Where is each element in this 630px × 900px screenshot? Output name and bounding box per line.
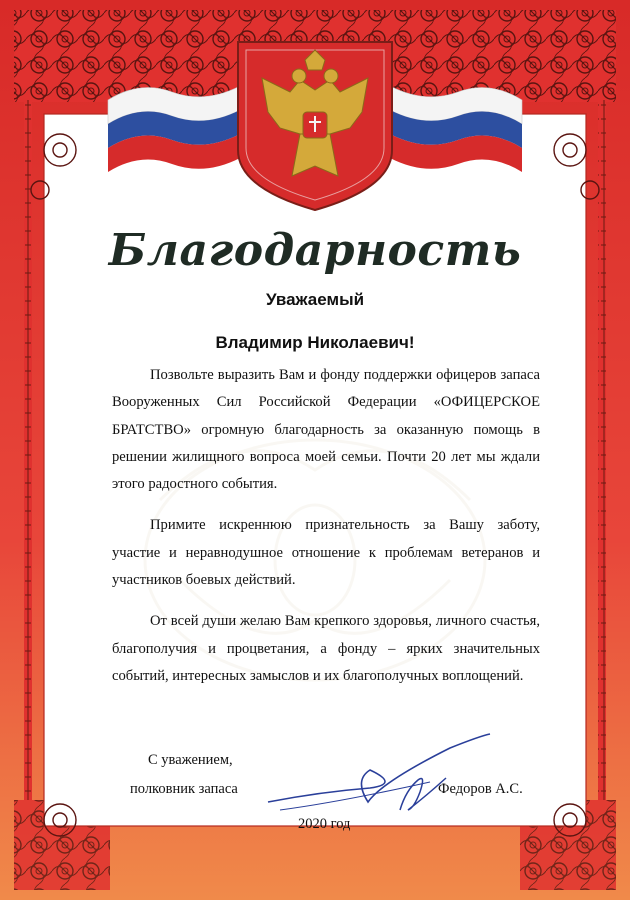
paragraph-3: От всей души желаю Вам крепкого здоровья, личного счастья, благополучия и процветания, а фонду – ярких значительных событий, интересных замыслов и их благополучных воплощений.: [112, 613, 540, 684]
letter-body: [112, 362, 540, 704]
signer-rank: полковник запаса: [130, 781, 238, 797]
addressee: Владимир Николаевич!: [215, 333, 415, 352]
salutation: Уважаемый: [265, 290, 365, 309]
paragraph-1: Позвольте выразить Вам и фонду поддержки офицеров запаса Вооруженных Сил Российской Федерации «ОФИЦЕРСКОЕ БРАТСТВО» огромную благодарность за оказанную помощь в решении жилищного вопроса моей семьи. Почти 20 лет мы ждали этого радостного события.: [112, 367, 540, 493]
paragraph-2: Примите искреннюю признательность за Вашу заботу, участие и неравнодушное отношение к проблемам ветеранов и участников боевых действий.: [112, 517, 540, 589]
signature-icon: [250, 730, 510, 820]
closing-text: С уважением,: [148, 752, 233, 768]
signer-name: Федоров А.С.: [438, 781, 523, 797]
year: 2020 год: [298, 816, 351, 832]
document-title: Благодарность: [108, 225, 522, 276]
